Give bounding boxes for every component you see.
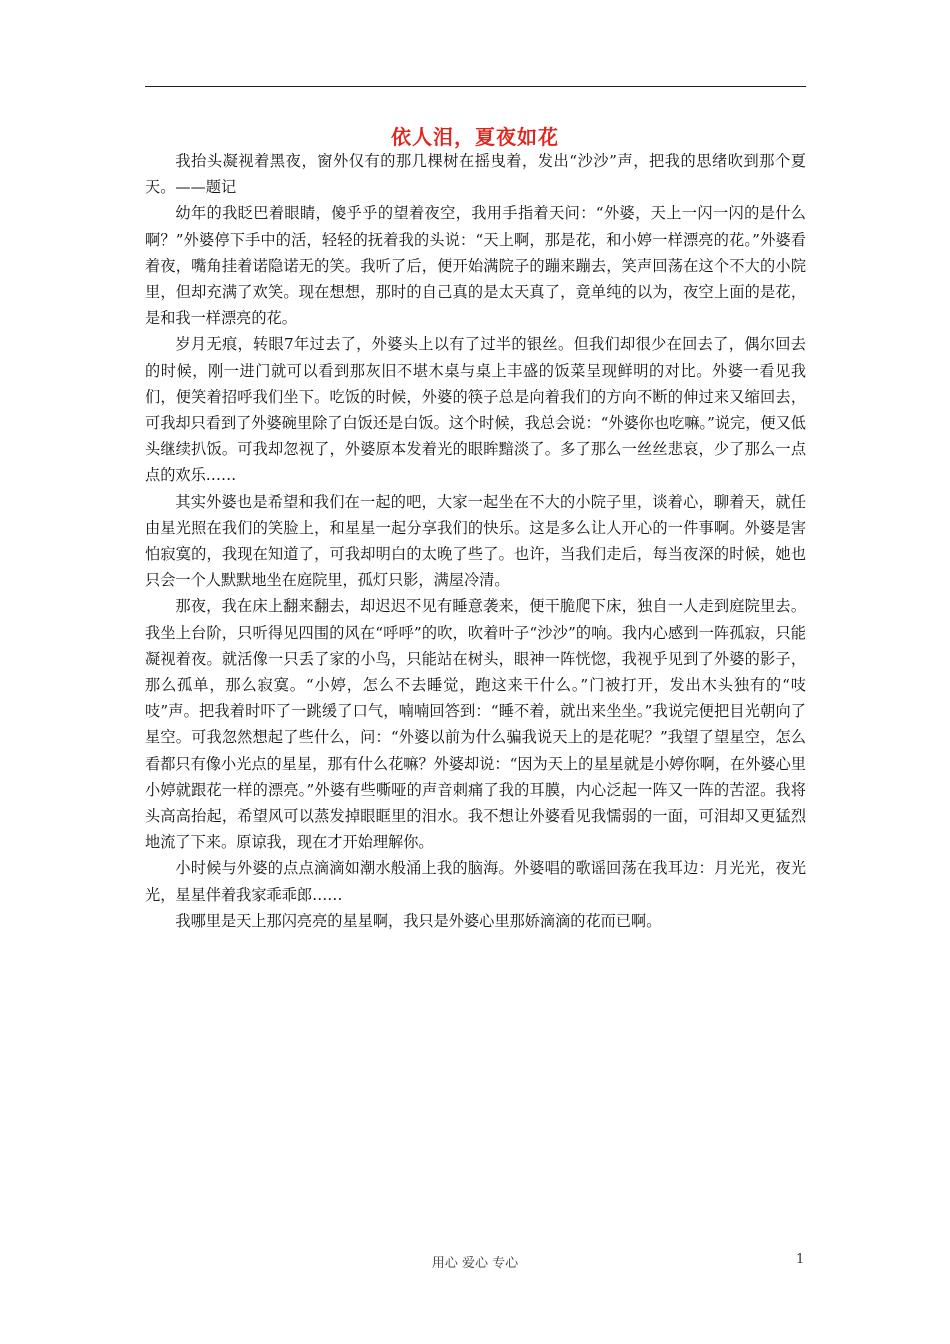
paragraph: 我哪里是天上那闪亮亮的星星啊，我只是外婆心里那娇滴滴的花而已啊。 bbox=[175, 911, 662, 930]
paragraph: 我抬头凝视着黑夜，窗外仅有的那几棵树在摇曳着，发出“沙沙”声，把我的思绪吹到那个夏天。——题记 bbox=[145, 152, 806, 197]
article-title: 依人泪，夏夜如花 bbox=[391, 125, 559, 149]
paragraph: 岁月无痕，转眼7年过去了，外婆头上以有了过半的银丝。但我们却很少在回去了，偶尔回去的时候，刚一进门就可以看到那灰旧不堪木桌与桌上丰盛的饭菜呈现鲜明的对比。外婆一看见我们，便笑着招呼我们坐下。吃饭的时候，外婆的筷子总是向着我们的方向不断的伸过来又缩回去，可我却只看到了外婆碗里除了白饭还是白饭。这个时候，我总会说：“外婆你也吃嘛。”说完，便又低头继续扒饭。可我却忽视了，外婆原本发着光的眼眸黯淡了。多了那么一丝丝悲哀，少了那么一点点的欢乐…… bbox=[145, 335, 806, 485]
header-rule bbox=[145, 86, 806, 87]
paragraph: 小时候与外婆的点点滴滴如潮水般涌上我的脑海。外婆唱的歌谣回荡在我耳边：月光光，夜光光，星星伴着我家乖乖郎…… bbox=[145, 859, 806, 904]
paragraph: 其实外婆也是希望和我们在一起的吧，大家一起坐在不大的小院子里，谈着心，聊着天，就任由星光照在我们的笑脸上，和星星一起分享我们的快乐。这是多么让人开心的一件事啊。外婆是害怕寂寞的，我现在知道了，可我却明白的太晚了些了。也许，当我们走后，每当夜深的时候，她也只会一个人默默地坐在庭院里，孤灯只影，满屋冷清。 bbox=[145, 492, 806, 590]
footer-motto: 用心 爱心 专心 bbox=[431, 1256, 519, 1271]
paragraph: 幼年的我眨巴着眼睛，傻乎乎的望着夜空，我用手指着天问：“外婆，天上一闪一闪的是什么啊？”外婆停下手中的活，轻轻的抚着我的头说：“天上啊，那是花，和小婷一样漂亮的花。”外婆看着夜，嘴角挂着诺隐诺无的笑。我听了后，便开始满院子的蹦来蹦去，笑声回荡在这个不大的小院里，但却充满了欢笑。现在想想，那时的自己真的是太天真了，竟单纯的以为，夜空上面的是花，是和我一样漂亮的花。 bbox=[145, 204, 806, 328]
paragraph: 那夜，我在床上翻来翻去，却迟迟不见有睡意袭来，便干脆爬下床，独自一人走到庭院里去。我坐上台阶，只听得见四围的风在“呼呼”的吹，吹着叶子“沙沙”的响。我内心感到一阵孤寂，只能凝视着夜。就活像一只丢了家的小鸟，只能站在树头，眼神一阵恍惚，我视乎见到了外婆的影子，那么孤单，那么寂寞。“小婷，怎么不去睡觉，跑这来干什么。”门被打开，发出木头独有的“吱吱”声。把我着时吓了一跳缓了口气，喃喃回答到：“睡不着，就出来坐坐。”我说完便把目光朝向了星空。可我忽然想起了些什么，问：“外婆以前为什么骗我说天上的是花呢？”我望了望星空，怎么看都只有像小光点的星星，那有什么花嘛？外婆却说：“因为天上的星星就是小婷你啊，在外婆心里小婷就跟花一样的漂亮。”外婆有些嘶哑的声音刺痛了我的耳膜，内心泛起一阵又一阵的苦涩。我将头高高抬起，希望风可以蒸发掉眼眶里的泪水。我不想让外婆看见我懦弱的一面，可泪却又更猛烈地流了下来。原谅我，现在才开始理解你。 bbox=[145, 597, 806, 852]
page-number: 1 bbox=[796, 1252, 805, 1267]
article-body bbox=[145, 148, 806, 934]
